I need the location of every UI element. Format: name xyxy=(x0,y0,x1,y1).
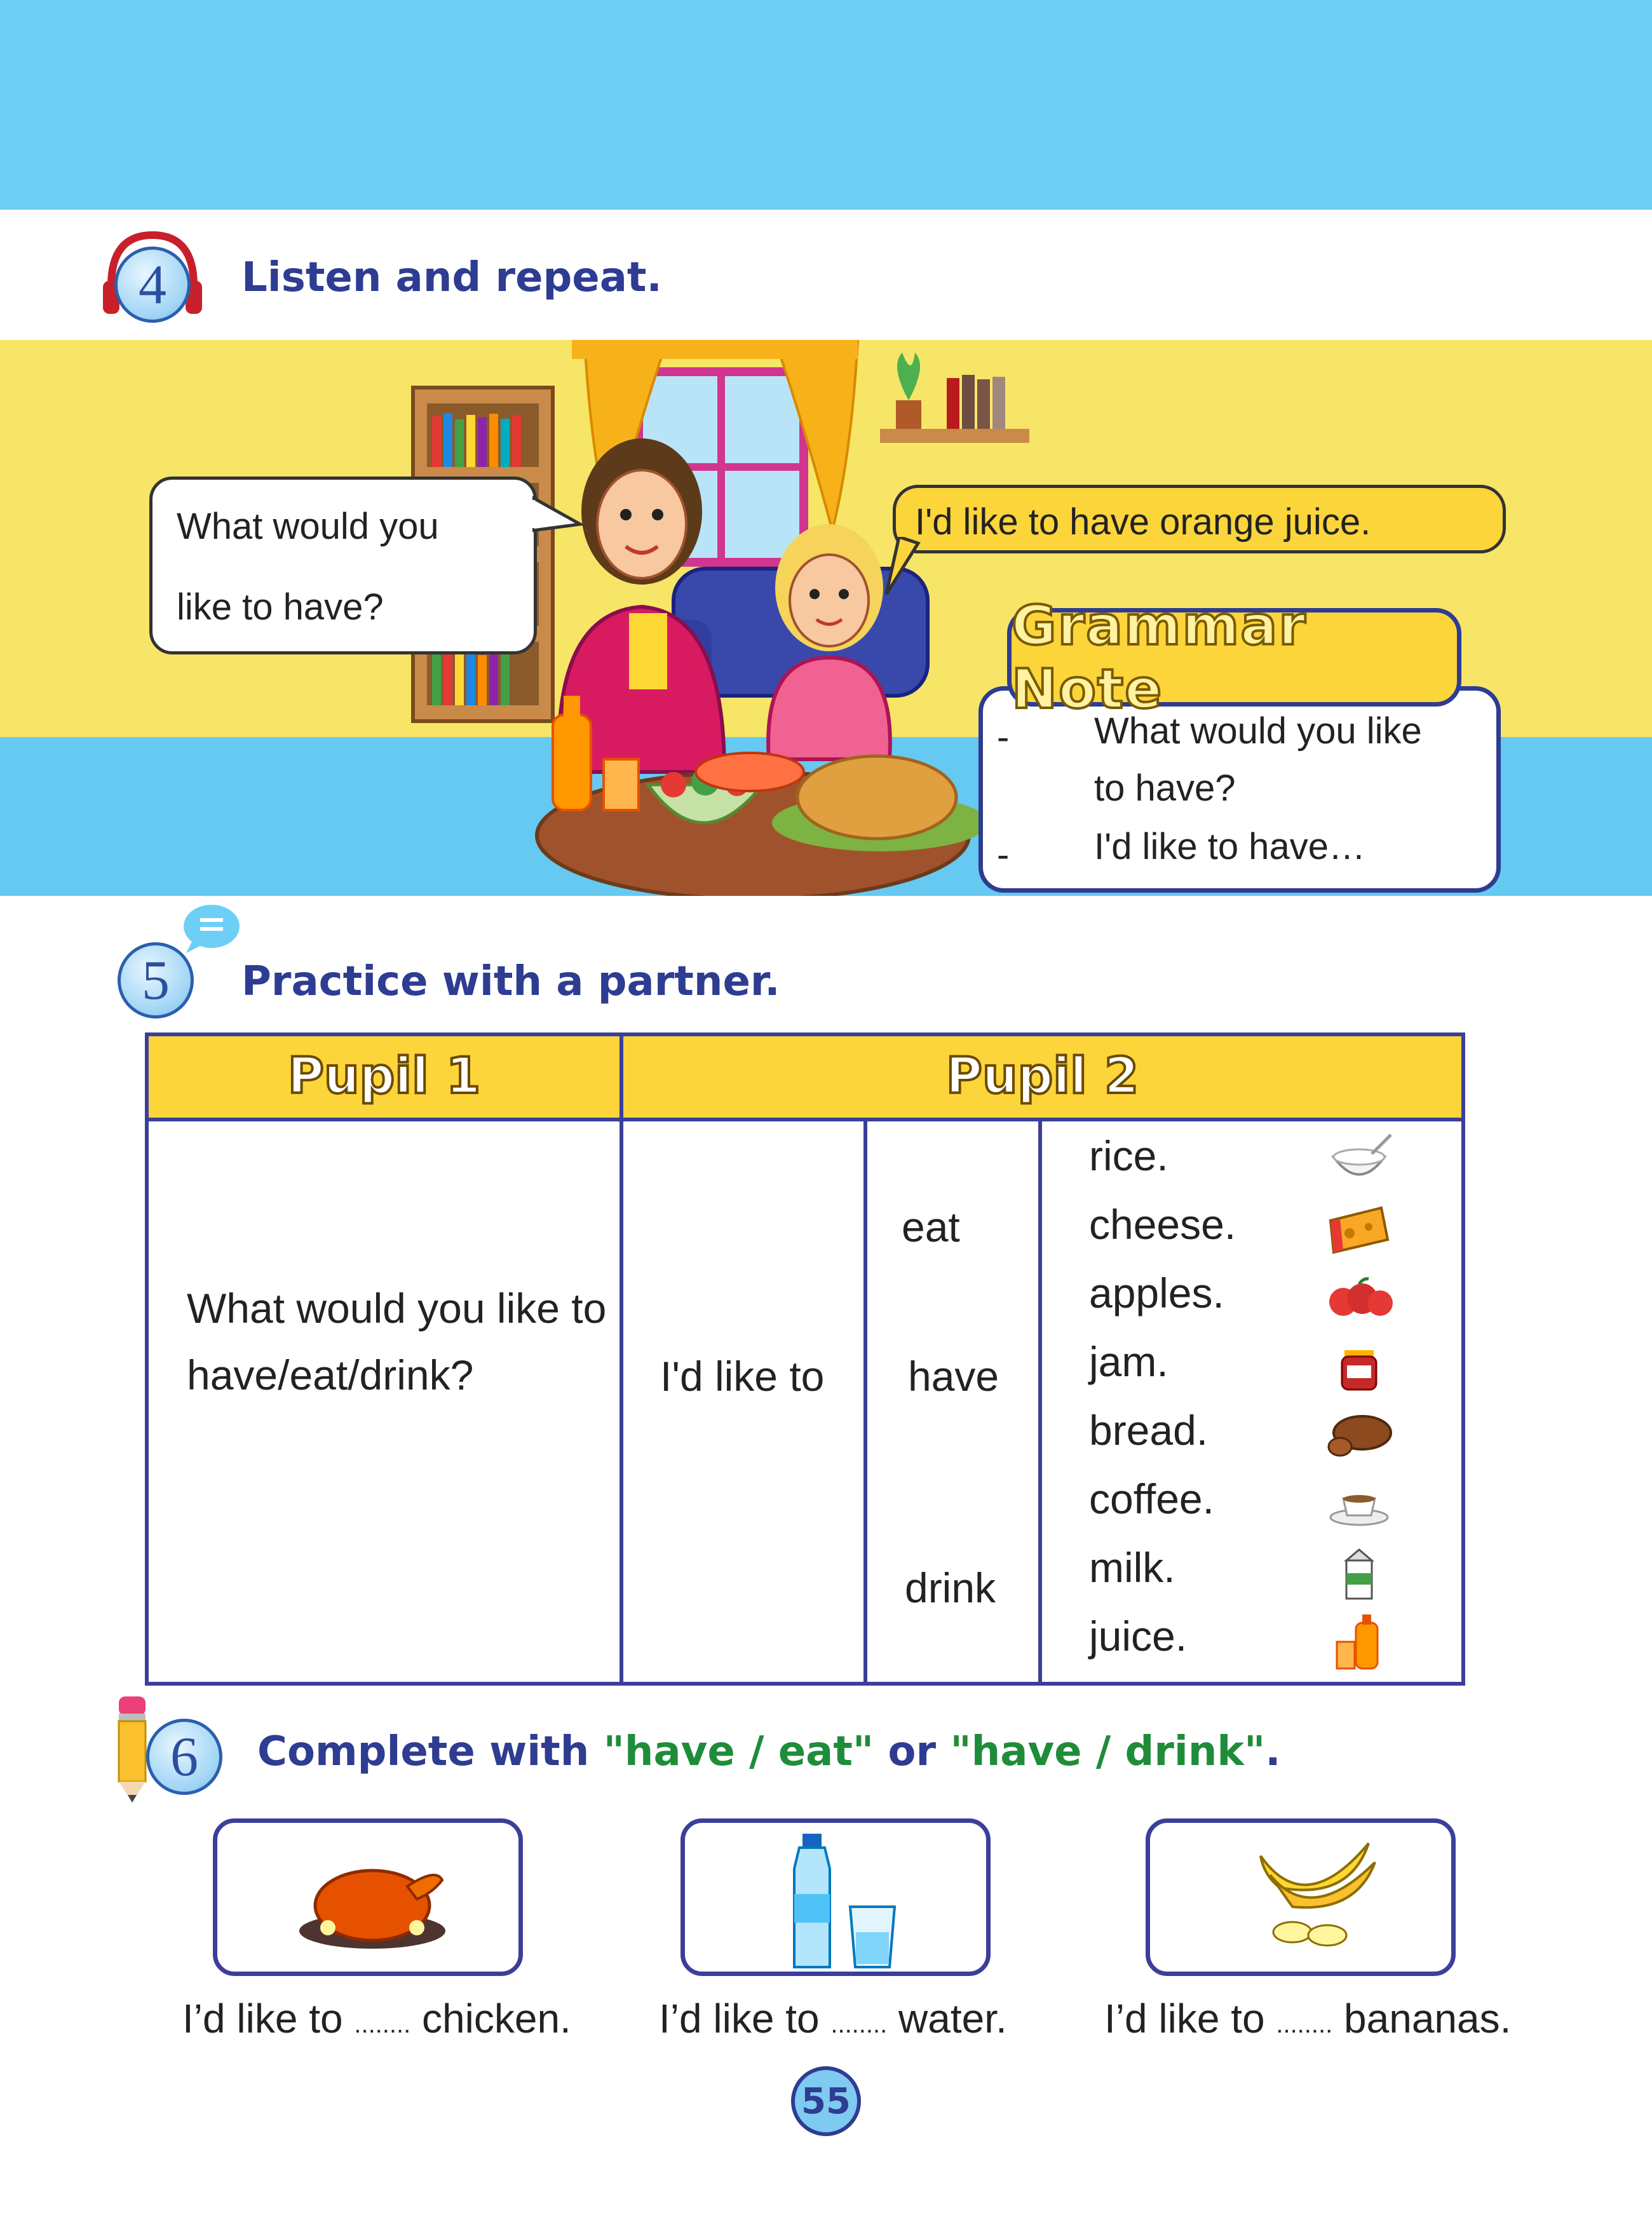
question-line-2: have/eat/drink? xyxy=(187,1351,474,1398)
sentence-1-end: chicken. xyxy=(422,1996,571,2041)
mother-speech-bubble xyxy=(149,477,537,654)
food-jam: jam. xyxy=(1089,1338,1168,1385)
bread-icon xyxy=(1324,1407,1394,1465)
food-apples: apples. xyxy=(1089,1269,1224,1316)
header-pupil-1: Pupil 1 xyxy=(287,1048,481,1105)
sentence-2-start: I’d like to xyxy=(659,1996,820,2041)
food-bread: bread. xyxy=(1089,1407,1209,1454)
exercise-4-title: Listen and repeat. xyxy=(241,254,662,301)
sentence-bananas xyxy=(1104,1995,1511,2042)
sentence-1-start: I’d like to xyxy=(182,1996,343,2041)
food-juice: juice. xyxy=(1089,1613,1188,1660)
exercise-5-number: 5 xyxy=(118,942,194,1019)
column-divider-2 xyxy=(863,1121,867,1682)
chat-icon xyxy=(181,902,241,953)
exercise-6-number: 6 xyxy=(146,1719,222,1795)
cheese-icon xyxy=(1324,1201,1394,1259)
answer-start: I'd like to xyxy=(660,1353,825,1400)
water-picture-box xyxy=(680,1818,991,1976)
page-number: 55 xyxy=(791,2066,861,2136)
apples-icon xyxy=(1324,1270,1394,1327)
exercise-5-title: Practice with a partner. xyxy=(241,958,780,1005)
bananas-picture-box xyxy=(1146,1818,1456,1976)
exercise-6-title-end: . xyxy=(1265,1728,1281,1775)
option-have-eat: "have / eat" xyxy=(603,1728,874,1775)
header-pupil-2: Pupil 2 xyxy=(945,1048,1139,1105)
sentence-2-end: water. xyxy=(898,1996,1007,2041)
practice-table xyxy=(145,1032,1465,1686)
jam-jar-icon xyxy=(1324,1339,1394,1396)
food-cheese: cheese. xyxy=(1089,1201,1236,1248)
food-coffee: coffee. xyxy=(1089,1475,1214,1522)
girl-speech-bubble: I'd like to have orange juice. xyxy=(893,485,1506,553)
water-bottle-icon xyxy=(780,1831,907,1973)
food-rice: rice. xyxy=(1089,1132,1168,1179)
blank-1[interactable]: ........ xyxy=(354,2010,411,2038)
food-list xyxy=(1089,1132,1445,1678)
grammar-bullet-2: - xyxy=(997,834,1010,876)
verb-eat: eat xyxy=(902,1203,960,1250)
coffee-cup-icon xyxy=(1324,1476,1394,1533)
rice-bowl-icon xyxy=(1324,1132,1394,1189)
mother-bubble-tail xyxy=(532,492,583,543)
header-divider xyxy=(149,1118,1461,1121)
blank-3[interactable]: ........ xyxy=(1276,2010,1333,2038)
grammar-line-3: I'd like to have… xyxy=(1094,826,1365,867)
question-line-1: What would you like to xyxy=(187,1285,607,1332)
food-milk: milk. xyxy=(1089,1544,1175,1591)
exercise-6-title xyxy=(257,1728,1281,1775)
mother-speech-line-1: What would you xyxy=(177,506,439,547)
blank-2[interactable]: ........ xyxy=(830,2010,888,2038)
option-have-drink: "have / drink" xyxy=(950,1728,1266,1775)
grammar-bullet-1: - xyxy=(997,717,1010,758)
sentence-chicken xyxy=(182,1995,571,2042)
grammar-line-2: to have? xyxy=(1094,768,1236,809)
sentence-3-end: bananas. xyxy=(1344,1996,1512,2041)
exercise-6-title-mid: or xyxy=(874,1728,951,1775)
dining-scene-illustration xyxy=(0,340,1652,896)
roast-chicken-icon xyxy=(290,1842,455,1956)
top-color-band xyxy=(0,0,1652,210)
chicken-picture-box xyxy=(213,1818,523,1976)
juice-icon xyxy=(1324,1613,1394,1670)
verb-drink: drink xyxy=(905,1564,996,1611)
grammar-note-title: Grammar Note xyxy=(1007,608,1461,707)
grammar-line-1: What would you like xyxy=(1094,710,1422,752)
sentence-3-start: I’d like to xyxy=(1104,1996,1265,2041)
mother-speech-line-2: like to have? xyxy=(177,586,384,628)
exercise-6-title-prefix: Complete with xyxy=(257,1728,604,1775)
column-divider-3 xyxy=(1038,1121,1042,1682)
column-divider-1 xyxy=(620,1036,623,1682)
girl-bubble-tail xyxy=(880,537,924,600)
sentence-water xyxy=(659,1995,1007,2042)
verb-have: have xyxy=(908,1353,999,1400)
bananas-icon xyxy=(1254,1831,1381,1958)
exercise-4-number: 4 xyxy=(114,247,191,323)
milk-carton-icon xyxy=(1324,1545,1394,1602)
